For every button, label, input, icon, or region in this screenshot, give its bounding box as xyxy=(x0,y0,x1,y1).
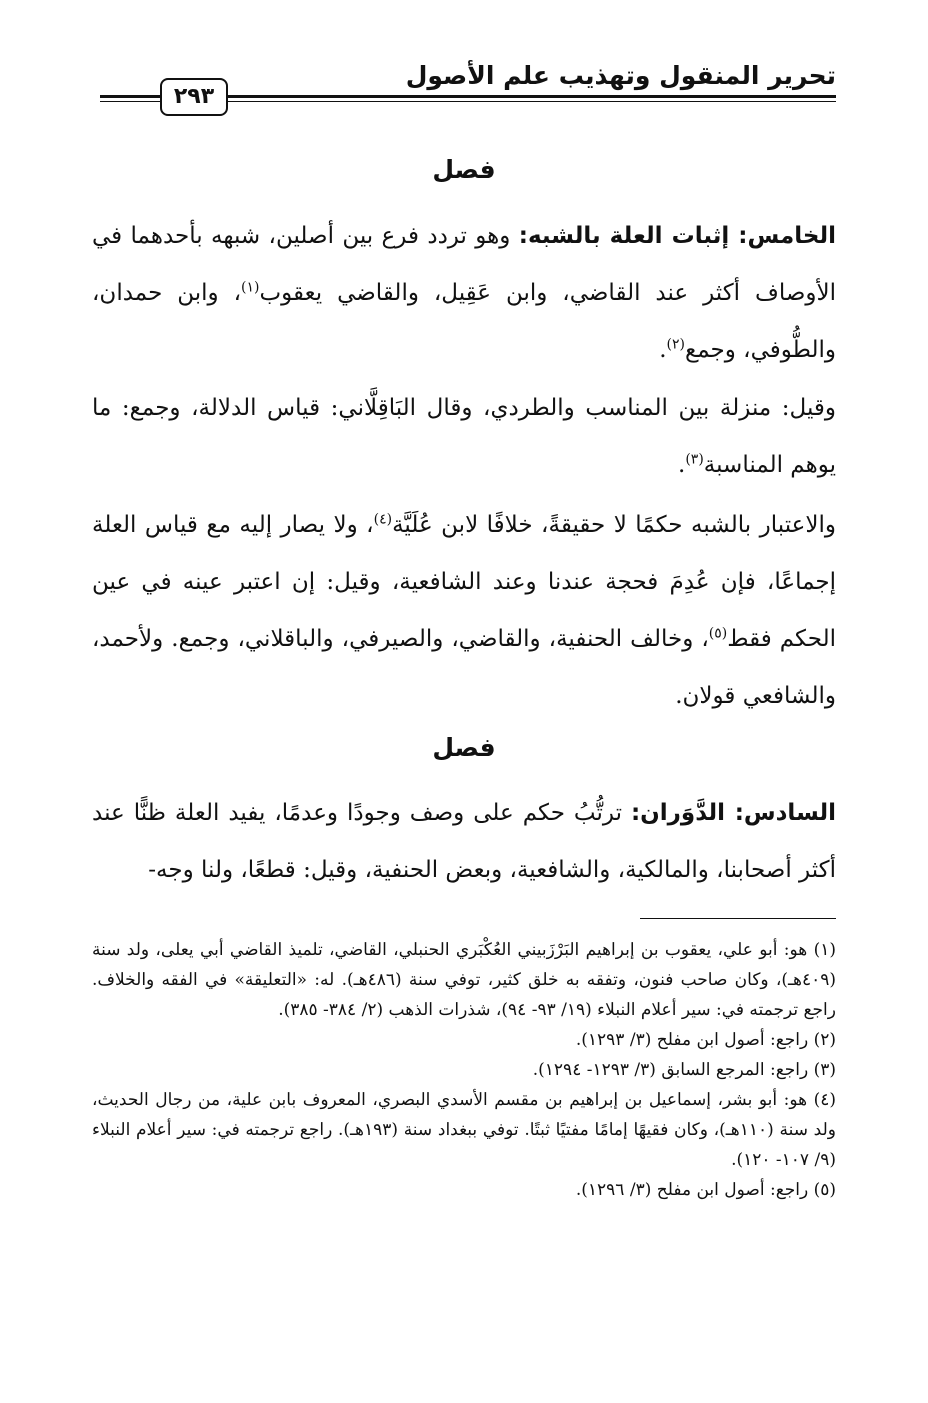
footnote-5: (٥) راجع: أصول ابن مفلح (٣/ ١٢٩٦). xyxy=(575,1180,836,1200)
paragraph-lead: السادس: الدَّوَران: xyxy=(630,800,836,826)
paragraph-text: . xyxy=(678,452,686,478)
footnote-2: (٢) راجع: أصول ابن مفلح (٣/ ١٢٩٣). xyxy=(575,1030,836,1050)
footnote-ref[interactable]: (٣) xyxy=(685,451,704,468)
paragraph-text: ترتُّبُ حكم على وصف وجودًا وعدمًا، يفيد العلة ظنًّا عند أكثر أصحابنا، والمالكية، والشافعية، وبعض الحنفية، وقيل: قطعًا، ولنا وجه- xyxy=(92,800,836,883)
paragraph-text: والاعتبار بالشبه حكمًا لا حقيقةً، خلافًا لابن عُلَيَّة xyxy=(392,512,836,538)
footnote-4: (٤) هو: أبو بشر، إسماعيل بن إبراهيم بن مقسم الأسدي البصري، المعروف بابن علية، من رجال الحديث، ولد سنة (١١٠هـ)، وكان فقيهًا إمامًا مفتيًا ثبتًا. توفي ببغداد سنة (١٩٣هـ). راجع ترجمته في: سير أعلام النبلاء (٩/ ١٠٧- ١٢٠). xyxy=(92,1090,836,1170)
paragraph-shabah xyxy=(92,208,836,379)
footnote-separator xyxy=(640,918,836,919)
paragraph-text: ، ولا يصار إليه مع قياس العلة إجماعًا، فإن عُدِمَ فحجة عندنا وعند الشافعية، وقيل: إن اعتبر عينه في عين الحكم فقط xyxy=(92,512,837,652)
paragraph-qila xyxy=(92,380,836,494)
paragraph-text: ، وابن حمدان، والطُّوفي، وجمع xyxy=(92,280,836,363)
footnote-3: (٣) راجع: المرجع السابق (٣/ ١٢٩٣- ١٢٩٤). xyxy=(532,1060,836,1080)
paragraph-itibar xyxy=(92,497,836,725)
running-title: تحرير المنقول وتهذيب علم الأصول xyxy=(405,61,836,90)
footnotes xyxy=(92,935,836,1205)
paragraph-text: . xyxy=(659,337,667,363)
footnote-ref[interactable]: (٤) xyxy=(373,511,393,528)
footnote-ref[interactable]: (٢) xyxy=(666,336,685,353)
paragraph-dawaran xyxy=(92,785,836,899)
paragraph-text: ، وخالف الحنفية، والقاضي، والصيرفي، والباقلاني، وجمع. ولأحمد، والشافعي قولان. xyxy=(92,626,836,709)
paragraph-text: وهو تردد فرع بين أصلين، شبهه بأحدهما في الأوصاف أكثر عند القاضي، وابن عَقِيل، والقاضي يعقوب xyxy=(92,223,836,306)
footnote-ref[interactable]: (٥) xyxy=(708,625,728,642)
section-heading-1: فصل xyxy=(432,155,496,184)
footnote-1: (١) هو: أبو علي، يعقوب بن إبراهيم البَرْزَبيني العُكْبَري الحنبلي، القاضي، تلميذ القاضي أبي يعلى، ولد سنة (٤٠٩هـ)، وكان صاحب فنون، وتفقه به خلق كثير، توفي سنة (٤٨٦هـ). له: «التعليقة» في الفقه والخلاف. راجع ترجمته في: سير أعلام النبلاء (١٩/ ٩٣- ٩٤)، شذرات الذهب (٢/ ٣٨٤- ٣٨٥). xyxy=(92,940,836,1020)
footnote-ref[interactable]: (١) xyxy=(241,279,260,296)
paragraph-lead: الخامس: إثبات العلة بالشبه: xyxy=(518,223,836,249)
section-heading-2: فصل xyxy=(432,733,496,762)
page-number: ٢٩٣ xyxy=(160,78,228,116)
paragraph-text: وقيل: منزلة بين المناسب والطردي، وقال البَاقِلَّاني: قياس الدلالة، وجمع: ما يوهم المناسبة xyxy=(92,395,836,478)
